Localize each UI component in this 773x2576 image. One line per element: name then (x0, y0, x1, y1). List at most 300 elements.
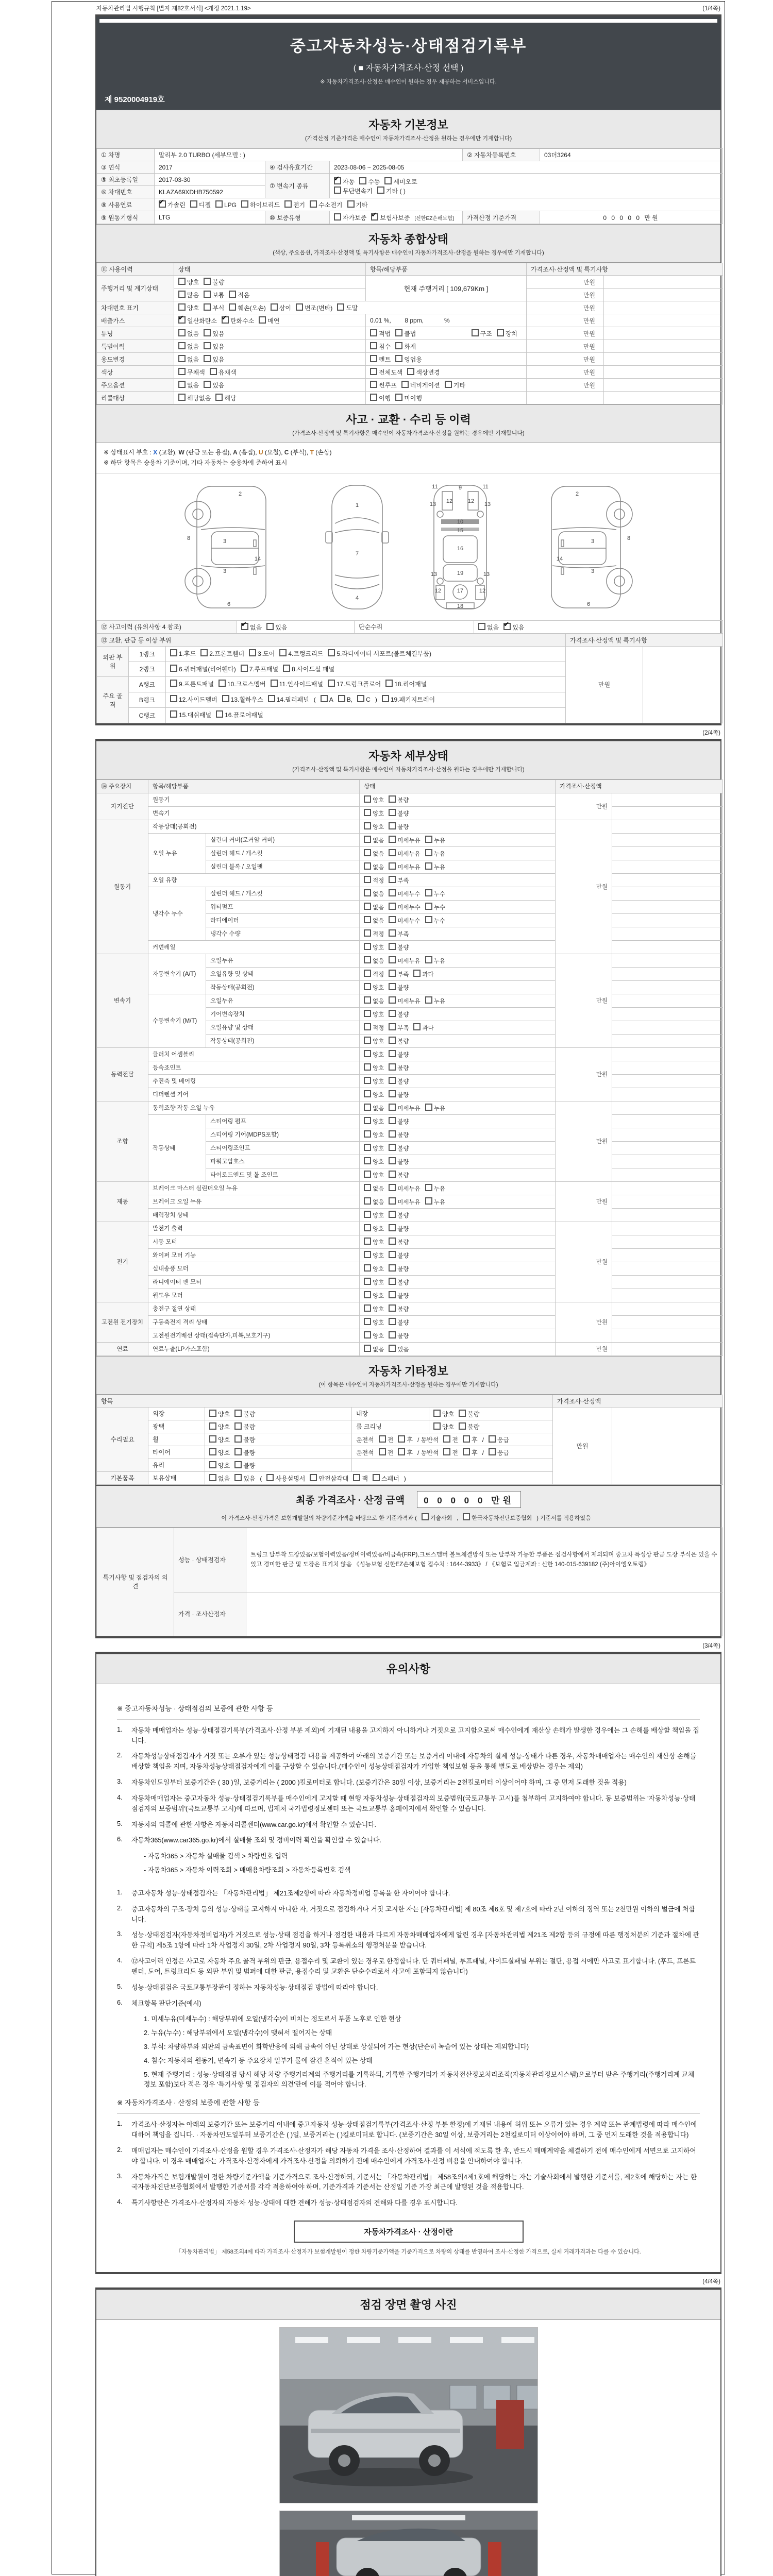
checkbox-무단변속기[interactable] (334, 187, 341, 194)
option-불량 (234, 1448, 255, 1457)
checkbox-수소전기[interactable] (310, 200, 317, 208)
item-b: 스티어링조인트 (206, 1141, 360, 1155)
checkbox-1.후드[interactable] (170, 649, 177, 656)
checkbox-누수[interactable] (425, 889, 432, 896)
option-label: 후 (472, 1436, 478, 1444)
checkbox-미세누유[interactable] (389, 1184, 396, 1191)
checkbox-불량[interactable] (389, 1171, 396, 1178)
checkbox-불량[interactable] (389, 809, 396, 816)
checkbox-없음[interactable] (364, 1184, 371, 1191)
checkbox-B,[interactable] (338, 695, 345, 702)
table-row (97, 301, 723, 314)
table-row (97, 149, 723, 161)
checkbox-기타[interactable] (347, 200, 355, 208)
checkbox-변조(변타)[interactable] (296, 303, 303, 311)
checkbox-없음[interactable] (364, 1197, 371, 1205)
option-미세누유 (389, 996, 420, 1005)
checkbox-불량[interactable] (389, 1278, 396, 1285)
option-label: 불량 (397, 1065, 409, 1072)
checkbox-렌트[interactable] (370, 355, 377, 362)
checkbox-있음[interactable] (204, 381, 211, 388)
checkbox-양호[interactable] (364, 1331, 371, 1338)
checkbox-사용설명서[interactable] (266, 1474, 274, 1481)
checkbox-누수[interactable] (425, 903, 432, 910)
page-2-label-row (95, 727, 721, 739)
checkbox-불량[interactable] (234, 1422, 242, 1430)
option-label: 과다 (422, 1025, 434, 1032)
option-수동 (359, 177, 380, 186)
checkbox-없음[interactable] (364, 1345, 371, 1352)
checkbox-양호[interactable] (364, 1264, 371, 1272)
checkbox-없음[interactable] (364, 1104, 371, 1111)
checkbox-전[interactable] (379, 1448, 386, 1455)
checkbox-양호[interactable] (364, 1318, 371, 1325)
code-letter-A: A (233, 449, 238, 456)
checkbox-양호[interactable] (364, 1117, 371, 1124)
checkbox-부식[interactable] (204, 303, 211, 311)
option-label: 불법 (404, 330, 416, 337)
checkbox-불량[interactable] (389, 1090, 396, 1097)
checkbox-불량[interactable] (459, 1410, 466, 1417)
option-양호 (364, 1250, 384, 1260)
checkbox-적정[interactable] (364, 970, 371, 977)
checkbox-부족[interactable] (389, 876, 396, 883)
option-불량 (389, 1291, 409, 1300)
note-cell (612, 887, 723, 900)
checkbox-불량[interactable] (389, 1331, 396, 1338)
checkbox-적음[interactable] (229, 291, 236, 298)
checkbox-전[interactable] (443, 1448, 450, 1455)
checkbox-불량[interactable] (389, 1010, 396, 1017)
option-양호 (209, 1461, 230, 1470)
option-label: 양호 (373, 1307, 384, 1313)
option-label: 불량 (397, 1119, 409, 1126)
text-token: / 동반석 (417, 1449, 439, 1456)
checkbox-2.프론트휀더[interactable] (200, 649, 208, 656)
option-누수 (425, 902, 445, 911)
item-b: 기어변속장치 (206, 1007, 360, 1021)
usage-label: 용도변경 (97, 353, 174, 366)
checkbox-기타[interactable] (445, 381, 452, 388)
option-미세누수 (389, 916, 420, 925)
checkbox-수동[interactable] (359, 177, 366, 184)
option-없음 (364, 902, 384, 911)
checkbox-누유[interactable] (425, 849, 432, 856)
checkbox-무채색[interactable] (178, 368, 186, 375)
checkbox-4.트렁크리드[interactable] (279, 649, 287, 656)
checkbox-없음[interactable] (209, 1474, 216, 1481)
checkbox-보통[interactable] (204, 291, 211, 298)
checkbox-누유[interactable] (425, 1104, 432, 1111)
option-불법 (395, 329, 416, 338)
option-label: 양호 (373, 1119, 384, 1126)
checkbox-양호[interactable] (364, 1130, 371, 1138)
checkbox-과다[interactable] (413, 970, 421, 977)
checkbox-양호[interactable] (364, 1211, 371, 1218)
checkbox-양호[interactable] (178, 303, 186, 311)
checkbox-적정[interactable] (364, 876, 371, 883)
checkbox-6.쿼터패널(리어휀다)[interactable] (170, 665, 177, 672)
checkbox-전체도색[interactable] (370, 368, 377, 375)
option-label: 양호 (373, 1092, 384, 1099)
checkbox-미세누유[interactable] (389, 836, 396, 843)
checkbox-누유[interactable] (425, 1184, 432, 1191)
summary-title: 자동차 종합상태 (368, 233, 448, 246)
checkbox-미세누유[interactable] (389, 956, 396, 963)
checkbox-있음[interactable] (503, 623, 511, 630)
checkbox-누유[interactable] (425, 862, 432, 870)
checkbox-영업용[interactable] (395, 355, 402, 362)
checkbox-후[interactable] (398, 1435, 405, 1443)
checkbox-있음[interactable] (266, 623, 274, 630)
item-a: 라디에이터 팬 모터 (148, 1275, 360, 1289)
checkbox-유채색[interactable] (210, 368, 217, 375)
checkbox-양호[interactable] (209, 1448, 216, 1455)
checkbox-C[interactable] (357, 695, 364, 702)
checkbox-11.인사이드패널[interactable] (271, 680, 278, 687)
checkbox-9.프론트패널[interactable] (170, 680, 177, 687)
simple-repair-options (474, 620, 723, 633)
checkbox-불량[interactable] (389, 1238, 396, 1245)
checkbox-양호[interactable] (364, 1037, 371, 1044)
checkbox-과다[interactable] (413, 1023, 421, 1030)
checkbox-침수[interactable] (370, 342, 377, 349)
option-label: 없음 (218, 1475, 230, 1482)
checkbox-없음[interactable] (478, 623, 485, 630)
checkbox-자동[interactable] (334, 177, 341, 184)
checkbox-부족[interactable] (389, 1023, 396, 1030)
checkbox-양호[interactable] (364, 795, 371, 803)
checkbox-부족[interactable] (389, 970, 396, 977)
checkbox-화재[interactable] (395, 342, 402, 349)
checkbox-미세누유[interactable] (389, 849, 396, 856)
checkbox-탄화수소[interactable] (222, 316, 229, 324)
repair-item: 광택 (148, 1420, 205, 1433)
checkbox-없음[interactable] (364, 903, 371, 910)
code-letter-W: W (178, 449, 184, 456)
checkbox-없음[interactable] (178, 342, 186, 349)
checkbox-양호[interactable] (364, 1090, 371, 1097)
checkbox-미세누수[interactable] (389, 916, 396, 923)
checkbox-네비게이션[interactable] (401, 381, 409, 388)
checkbox-불법[interactable] (395, 329, 402, 336)
option-있음 (503, 622, 524, 632)
checkbox-구조[interactable] (472, 329, 479, 336)
checkbox-없음[interactable] (364, 956, 371, 963)
checkbox-양호[interactable] (364, 1251, 371, 1258)
notice-item (117, 1820, 700, 1830)
checkbox-양호[interactable] (364, 1063, 371, 1071)
checkbox-미세누유[interactable] (389, 996, 396, 1004)
checkbox-누유[interactable] (425, 1197, 432, 1205)
checkbox-누유[interactable] (425, 996, 432, 1004)
checkbox-보험사보증[interactable] (371, 213, 378, 221)
checkbox-양호[interactable] (364, 1238, 371, 1245)
checkbox-기술사회[interactable] (422, 1513, 429, 1520)
option-없음 (364, 996, 384, 1005)
checkbox-해당[interactable] (215, 394, 223, 401)
option-양호 (364, 1317, 384, 1327)
table-row (97, 1074, 723, 1088)
checkbox-없음[interactable] (364, 996, 371, 1004)
checkbox-있음[interactable] (204, 342, 211, 349)
option-4.트렁크리드 (279, 648, 323, 660)
checkbox-불량[interactable] (389, 1117, 396, 1124)
checkbox-양호[interactable] (364, 943, 371, 950)
checkbox-없음[interactable] (178, 355, 186, 362)
option-label: 없음 (373, 851, 384, 858)
checkbox-훼손(오손)[interactable] (229, 303, 236, 311)
note-cell (612, 940, 723, 954)
note-cell (612, 793, 723, 806)
table-row (97, 873, 723, 887)
option-한국자동차진단보증협회 (463, 1513, 532, 1522)
option-label: 양호 (373, 798, 384, 804)
checkbox-불량[interactable] (389, 1144, 396, 1151)
checkbox-기타 ( )[interactable] (377, 187, 384, 194)
checkbox-양호[interactable] (364, 822, 371, 829)
option-자가보증 (334, 213, 366, 222)
svg-text:15: 15 (457, 527, 463, 534)
checkbox-가솔린[interactable] (159, 200, 166, 208)
checkbox-없음[interactable] (178, 381, 186, 388)
checkbox-LPG[interactable] (215, 200, 223, 208)
option-없음 (364, 1197, 384, 1206)
checkbox-양호[interactable] (364, 1144, 371, 1151)
checkbox-불량[interactable] (389, 1157, 396, 1164)
checkbox-전기[interactable] (284, 200, 292, 208)
checkbox-A[interactable] (321, 695, 328, 702)
checkbox-불량[interactable] (389, 1304, 396, 1312)
checkbox-양호[interactable] (364, 809, 371, 816)
basic-items-group: 기본품목 (97, 1471, 148, 1484)
checkbox-하이브리드[interactable] (241, 200, 248, 208)
option-적정 (364, 929, 384, 938)
option-label: 양호 (373, 1320, 384, 1327)
option-불량 (389, 1116, 409, 1126)
option-label: 양호 (373, 1213, 384, 1219)
checkbox-적법[interactable] (370, 329, 377, 336)
option-label: 부족 (397, 931, 409, 938)
option-label: 미세누유 (397, 1106, 421, 1112)
checkbox-응급[interactable] (489, 1435, 496, 1443)
item-a: 자동변속기 (A/T) (148, 954, 206, 994)
checkbox-응급[interactable] (489, 1448, 496, 1455)
checkbox-있음[interactable] (204, 355, 211, 362)
checkbox-매연[interactable] (259, 316, 266, 324)
option-label: 미세누수 (397, 891, 421, 898)
checkbox-18.리어패널[interactable] (385, 680, 393, 687)
checkbox-불량[interactable] (389, 1264, 396, 1272)
checkbox-17.트렁크플로어[interactable] (328, 680, 335, 687)
checkbox-13.휠하우스[interactable] (222, 695, 229, 702)
option-label: 구조 (480, 330, 492, 337)
notice-item (117, 1904, 700, 1925)
option-label: 있음 (212, 330, 225, 337)
accident-band (96, 404, 720, 443)
checkbox-불량[interactable] (234, 1461, 242, 1468)
checkbox-부족[interactable] (389, 929, 396, 937)
checkbox-있음[interactable] (234, 1474, 242, 1481)
checkbox-8.사이드실 패널[interactable] (283, 665, 290, 672)
checkbox-장치[interactable] (497, 329, 504, 336)
checkbox-불량[interactable] (389, 1291, 396, 1298)
checkbox-양호[interactable] (364, 1304, 371, 1312)
checkbox-세미오토[interactable] (384, 177, 392, 184)
checkbox-후[interactable] (463, 1435, 470, 1443)
checkbox-한국자동차진단보증협회[interactable] (463, 1513, 470, 1520)
checkbox-미세누수[interactable] (389, 903, 396, 910)
checkbox-스패너[interactable] (373, 1474, 380, 1481)
checkbox-양호[interactable] (364, 1171, 371, 1178)
state-options (360, 1061, 556, 1074)
device-group: 변속기 (97, 954, 148, 1047)
checkbox-양호[interactable] (209, 1461, 216, 1468)
checkbox-양호[interactable] (364, 1291, 371, 1298)
checkbox-적정[interactable] (364, 1023, 371, 1030)
checkbox-후[interactable] (398, 1448, 405, 1455)
table-row (97, 263, 723, 276)
checkbox-7.루프패널[interactable] (241, 665, 248, 672)
state-options (174, 314, 366, 327)
form-reference: 자동차관리법 시행규칙 [별지 제82호서식] <개정 2021.1.19> (96, 6, 251, 12)
checkbox-누유[interactable] (425, 836, 432, 843)
option-label: 17.트렁크플로어 (336, 681, 381, 688)
checkbox-양호[interactable] (364, 1077, 371, 1084)
option-불량 (389, 1009, 409, 1019)
checkbox-양호[interactable] (364, 1278, 371, 1285)
checkbox-불량[interactable] (389, 1251, 396, 1258)
exchange-head: ⑬ 교환, 판금 등 이상 부위 (97, 634, 566, 646)
option-양호 (209, 1409, 230, 1418)
checkbox-미이행[interactable] (395, 394, 402, 401)
checkbox-불량[interactable] (459, 1422, 466, 1430)
option-label: 없음 (187, 356, 199, 363)
checkbox-불량[interactable] (389, 1130, 396, 1138)
checkbox-미세누유[interactable] (389, 1104, 396, 1111)
checkbox-이행[interactable] (370, 394, 377, 401)
checkbox-자가보증[interactable] (334, 213, 341, 221)
checkbox-불량[interactable] (389, 1211, 396, 1218)
checkbox-불량[interactable] (204, 278, 211, 285)
checkbox-19.패키지트레이[interactable] (382, 695, 389, 702)
option-label: 전체도색 (379, 369, 403, 376)
checkbox-있음[interactable] (389, 1345, 396, 1352)
option-label: 불량 (397, 1213, 409, 1219)
option-label: 이행 (379, 395, 391, 402)
option-label: 미세누유 (397, 1186, 421, 1193)
checkbox-미세누유[interactable] (389, 1197, 396, 1205)
option-label: 양호 (373, 811, 384, 818)
checkbox-없음[interactable] (364, 916, 371, 923)
checkbox-없음[interactable] (364, 849, 371, 856)
checkbox-양호[interactable] (178, 278, 186, 285)
option-장치 (497, 329, 517, 338)
checkbox-14.필러패널[interactable] (268, 695, 275, 702)
checkbox-없음[interactable] (364, 836, 371, 843)
checkbox-양호[interactable] (364, 983, 371, 990)
checkbox-불량[interactable] (389, 1224, 396, 1231)
checkbox-불량[interactable] (234, 1410, 242, 1417)
checkbox-불량[interactable] (389, 1318, 396, 1325)
checkbox-미세누수[interactable] (389, 889, 396, 896)
text-token: ) 기준서를 적용하였음 (536, 1515, 591, 1521)
checkbox-잭[interactable] (353, 1474, 360, 1481)
final-price-band (96, 1485, 720, 1528)
checkbox-불량[interactable] (389, 1077, 396, 1084)
checkbox-도말[interactable] (337, 303, 344, 311)
checkbox-불량[interactable] (234, 1435, 242, 1443)
checkbox-많음[interactable] (178, 291, 186, 298)
checkbox-없음[interactable] (241, 623, 248, 630)
option-label: 3.도어 (258, 650, 275, 657)
checkbox-썬루프[interactable] (370, 381, 377, 388)
checkbox-불량[interactable] (234, 1448, 242, 1455)
checkbox-양호[interactable] (433, 1422, 441, 1430)
checkbox-불량[interactable] (389, 1050, 396, 1057)
checkbox-12.사이드멤버[interactable] (170, 695, 177, 702)
checkbox-안전삼각대[interactable] (310, 1474, 317, 1481)
checkbox-미세누유[interactable] (389, 862, 396, 870)
checkbox-양호[interactable] (364, 1157, 371, 1164)
checkbox-양호[interactable] (364, 1050, 371, 1057)
option-label: 누수 (433, 918, 445, 925)
checkbox-불량[interactable] (389, 795, 396, 803)
checkbox-해당없음[interactable] (178, 394, 186, 401)
checkbox-불량[interactable] (389, 943, 396, 950)
checkbox-전[interactable] (443, 1435, 450, 1443)
checkbox-전[interactable] (379, 1435, 386, 1443)
checkbox-양호[interactable] (209, 1422, 216, 1430)
checkbox-5.라디에이터 서포트(볼트체결부품)[interactable] (328, 649, 335, 656)
checkbox-누유[interactable] (425, 956, 432, 963)
item-a: 고전원전기배선 상태(접속단자,피복,보호기구) (148, 1329, 360, 1342)
checkbox-양호[interactable] (433, 1410, 441, 1417)
checkbox-불량[interactable] (389, 1037, 396, 1044)
checkbox-없음[interactable] (178, 329, 186, 336)
checkbox-불량[interactable] (389, 822, 396, 829)
checkbox-후[interactable] (463, 1448, 470, 1455)
option-렌트 (370, 354, 391, 364)
checkbox-불량[interactable] (389, 1063, 396, 1071)
checkbox-일산화탄소[interactable] (178, 316, 186, 324)
checkbox-없음[interactable] (364, 889, 371, 896)
option-label: 12.사이드멤버 (179, 696, 217, 704)
checkbox-있음[interactable] (204, 329, 211, 336)
table-row (97, 1302, 723, 1315)
option-누유 (425, 1197, 445, 1206)
checkbox-없음[interactable] (364, 862, 371, 870)
option-없음 (178, 354, 199, 364)
checkbox-색상변경[interactable] (407, 368, 414, 375)
checkbox-양호[interactable] (209, 1435, 216, 1443)
cell: 03더3264 (540, 149, 723, 161)
checkbox-양호[interactable] (209, 1410, 216, 1417)
notice-item-text: 체크항목 판단기준(예시) (131, 1999, 201, 2007)
checkbox-15.대쉬패널[interactable] (170, 710, 177, 718)
checkbox-적정[interactable] (364, 929, 371, 937)
option-후 (398, 1435, 413, 1444)
checkbox-불량[interactable] (389, 983, 396, 990)
checkbox-양호[interactable] (364, 1224, 371, 1231)
checkbox-디젤[interactable] (190, 200, 197, 208)
checkbox-상이[interactable] (271, 303, 278, 311)
checkbox-누수[interactable] (425, 916, 432, 923)
checkbox-16.플로어패널[interactable] (216, 710, 223, 718)
checkbox-양호[interactable] (364, 1010, 371, 1017)
checkbox-10.크로스멤버[interactable] (219, 680, 226, 687)
checkbox-3.도어[interactable] (249, 649, 256, 656)
